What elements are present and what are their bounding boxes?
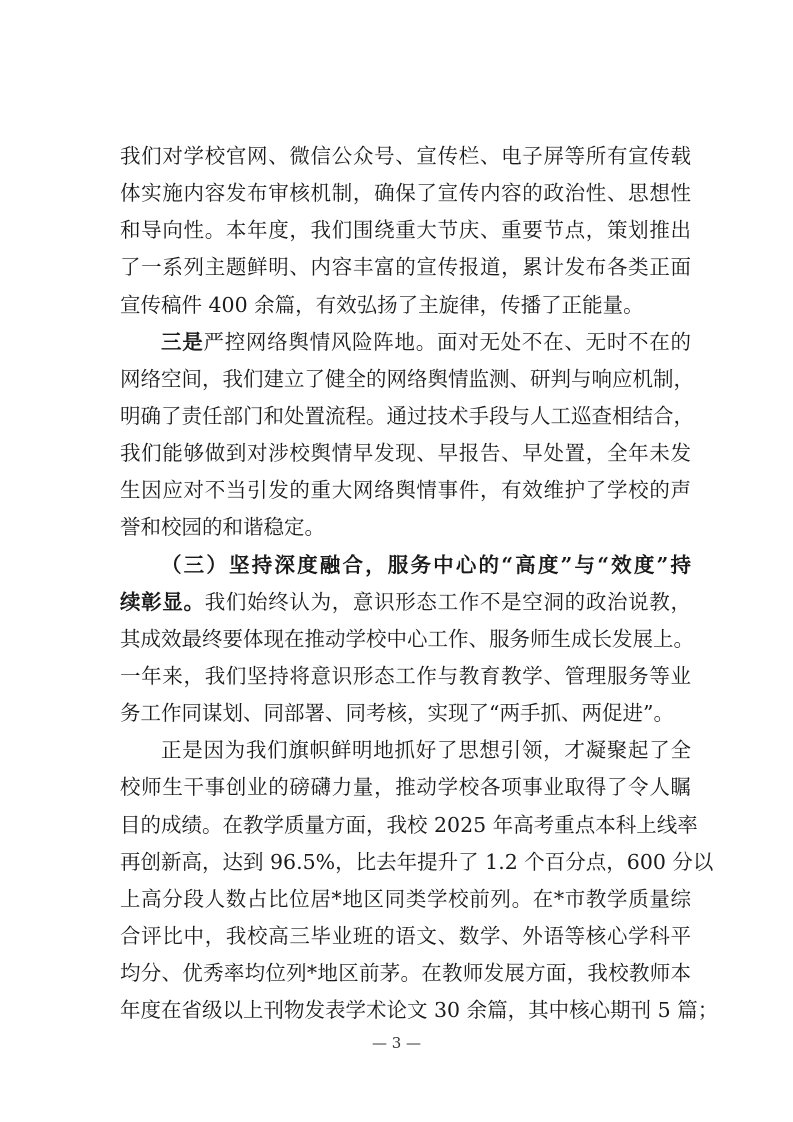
- line-text: 目的成绩。在教学质量方面，我校 2025 年高考重点本科上线率: [120, 812, 698, 837]
- line-text: 再创新高，达到 96.5%，比去年提升了 1.2 个百分点，600 分以: [120, 849, 714, 874]
- text-line: [120, 249, 691, 286]
- line-text: 生因应对不当引发的重大网络舆情事件，有效维护了学校的声: [120, 478, 691, 503]
- text-line: [120, 807, 698, 844]
- bold-text: 三是: [161, 329, 204, 354]
- text-line: [120, 955, 691, 992]
- text-line: [120, 695, 691, 732]
- line-text: 誉和校园的和谐稳定。: [120, 515, 325, 540]
- bold-text: （三）坚持深度融合，服务中心的“高度”与“效度”持: [161, 552, 691, 577]
- line-text: 合评比中，我校高三毕业班的语文、数学、外语等核心学科平: [120, 923, 691, 948]
- line-text: 了一系列主题鲜明、内容丰富的宣传报道，累计发布各类正面: [120, 255, 691, 280]
- text-line: [120, 435, 691, 472]
- text-line: [120, 732, 691, 769]
- text-line: [120, 844, 714, 881]
- line-text: 网络空间，我们建立了健全的网络舆情监测、研判与响应机制，: [120, 366, 694, 391]
- text-line: [120, 881, 691, 918]
- line-text: 我们始终认为，意识形态工作不是空洞的政治说教，: [204, 589, 692, 614]
- text-line: [120, 992, 719, 1029]
- text-line: [120, 398, 694, 435]
- text-line: [120, 918, 691, 955]
- text-line: [120, 584, 691, 621]
- line-text: 上高分段人数占比位居*地区同类学校前列。在*市教学质量综: [120, 886, 691, 911]
- line-text: 均分、优秀率均位列*地区前茅。在教师发展方面，我校教师本: [120, 961, 691, 986]
- line-text: 正是因为我们旗帜鲜明地抓好了思想引领，才凝聚起了全: [161, 738, 691, 763]
- text-line: [120, 175, 691, 212]
- text-line: [120, 138, 691, 175]
- line-text: 校师生干事创业的磅礴力量，推动学校各项事业取得了令人瞩: [120, 775, 691, 800]
- line-text: 年度在省级以上刊物发表学术论文 30 余篇，其中核心期刊 5 篇；: [120, 998, 719, 1023]
- text-line: [120, 472, 691, 509]
- document-body: [120, 138, 719, 1029]
- bold-text: 续彰显。: [120, 589, 205, 614]
- text-line: [120, 324, 691, 361]
- line-text: 严控网络舆情风险阵地。面对无处不在、无时不在的: [203, 329, 692, 354]
- line-text: 我们能够做到对涉校舆情早发现、早报告、早处置，全年未发: [120, 441, 691, 466]
- line-text: 体实施内容发布审核机制，确保了宣传内容的政治性、思想性: [120, 181, 691, 206]
- text-line: [120, 547, 691, 584]
- text-line: [120, 361, 694, 398]
- line-text: 一年来，我们坚持将意识形态工作与教育教学、管理服务等业: [120, 663, 691, 688]
- text-line: [120, 287, 691, 324]
- text-line: [120, 621, 694, 658]
- page-number: — 3 —: [371, 1034, 422, 1052]
- line-text: 务工作同谋划、同部署、同考核，实现了“两手抓、两促进”。: [120, 701, 674, 726]
- line-text: 明确了责任部门和处置流程。通过技术手段与人工巡查相结合，: [120, 403, 694, 428]
- line-text: 宣传稿件 400 余篇，有效弘扬了主旋律，传播了正能量。: [120, 292, 644, 317]
- text-line: [120, 212, 691, 249]
- text-line: [120, 658, 691, 695]
- line-text: 我们对学校官网、微信公众号、宣传栏、电子屏等所有宣传载: [120, 144, 691, 168]
- text-line: [120, 509, 691, 546]
- text-line: [120, 769, 691, 806]
- line-text: 和导向性。本年度，我们围绕重大节庆、重要节点，策划推出: [120, 218, 691, 243]
- line-text: 其成效最终要体现在推动学校中心工作、服务师生成长发展上。: [120, 626, 694, 651]
